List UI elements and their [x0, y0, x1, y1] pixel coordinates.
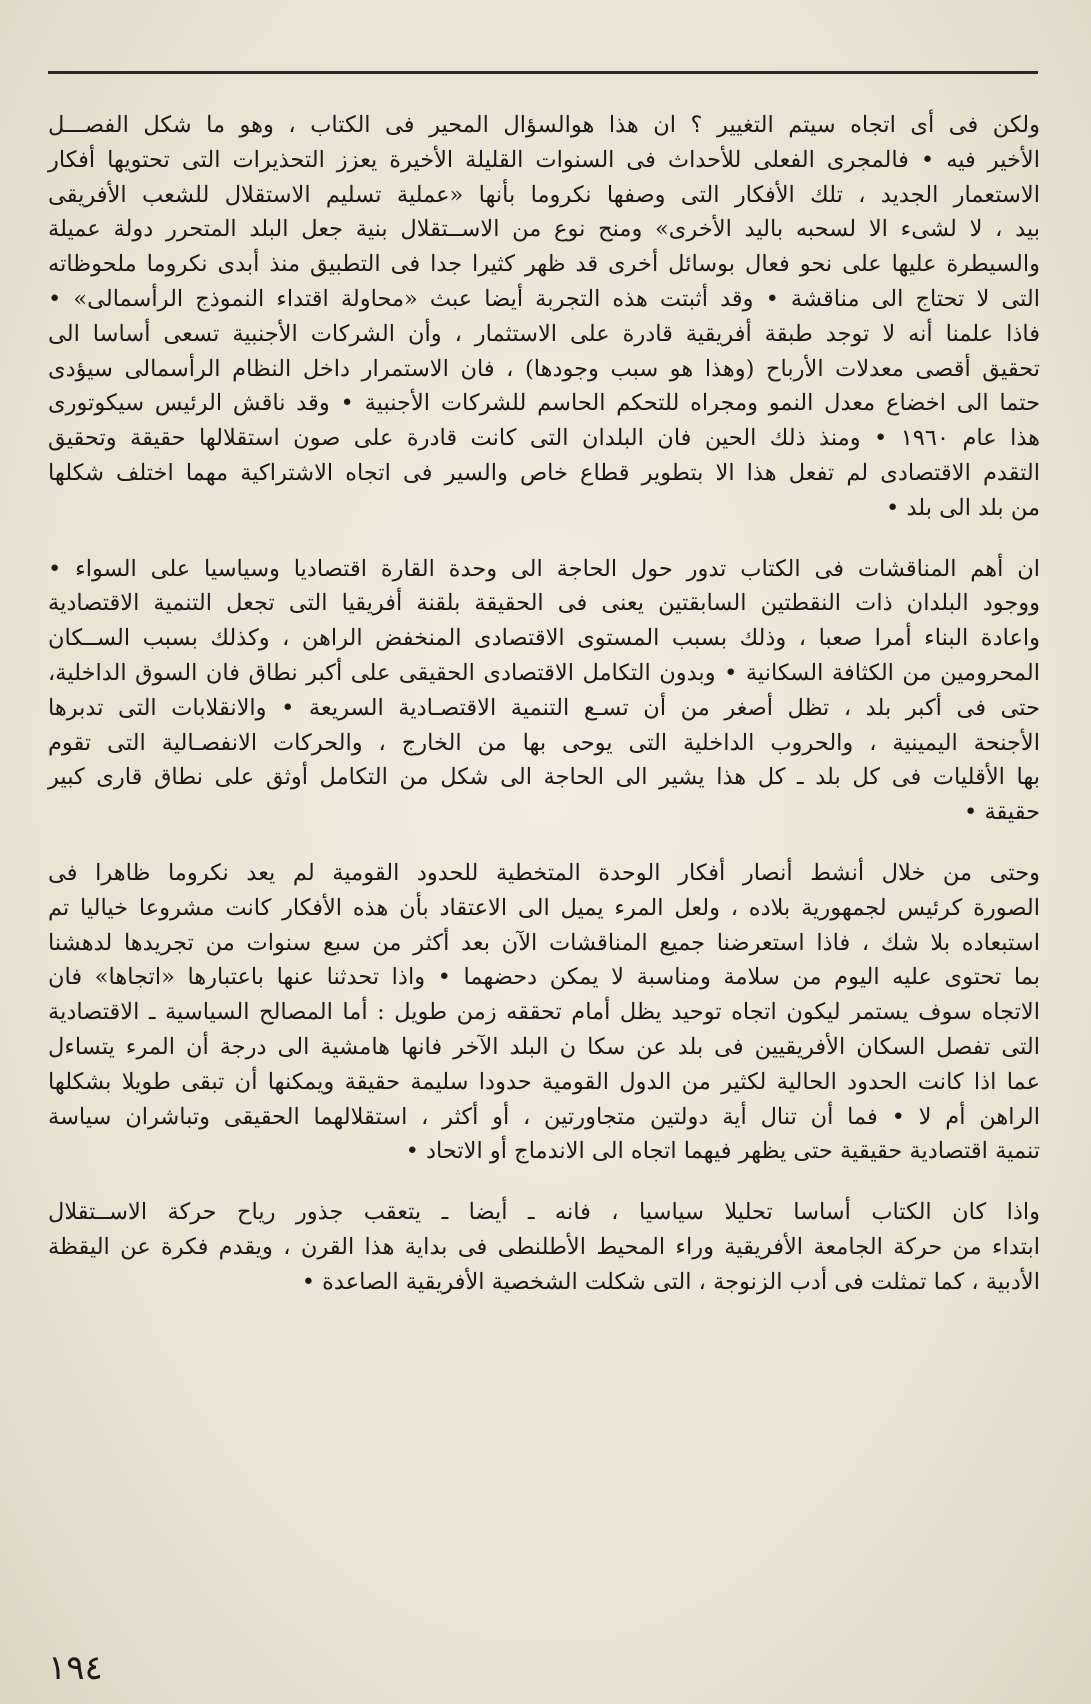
text-line: استبعاده بلا شك ، فاذا استعرضنا جميع المناقشات الآن بعد أكثر من سبع سنوات من تجريدها لدهشنا [48, 929, 1040, 956]
text-line: المحرومين من الكثافة السكانية • وبدون التكامل الاقتصادى الحقيقى على أكبر نطاق فان السوق الداخلية، [48, 659, 1040, 686]
paragraph-4 [48, 1195, 1040, 1299]
text-line: بما تحتوى عليه اليوم من سلامة ومناسبة لا يمكن دحضهما • واذا تحدثنا عنها باعتبارها «اتجاها» فان [48, 964, 1040, 991]
text-line: الأدبية ، كما تمثلت فى أدب الزنوجة ، التى شكلت الشخصية الأفريقية الصاعدة • [301, 1268, 1040, 1295]
text-line: فاذا علمنا أنه لا توجد طبقة أفريقية قادرة على الاستثمار ، وأن الشركات الأجنبية تسعى أساسا الى [48, 320, 1040, 347]
page-number: ١٩٤ [48, 1648, 103, 1688]
text-line: ولكن فى أى اتجاه سيتم التغيير ؟ ان هذا هوالسؤال المحير فى الكتاب ، وهو ما شكل الفصـــل [48, 112, 1040, 138]
text-line: الصورة كرئيس لجمهورية بلاده ، ولعل المرء يميل الى الاعتقاد بأن هذه الأفكار كانت مشروعا خياليا تم [48, 894, 1040, 921]
text-line: ووجود البلدان ذات النقطتين السابقتين يعنى فى الحقيقة بلقنة أفريقيا التى تجعل التنمية الاقتصادية [48, 590, 1040, 617]
text-line: تحقيق أقصى معدلات الأرباح (وهذا هو سبب وجودها) ، فان الاستمرار داخل النظام الرأسمالى سيؤدى [48, 355, 1040, 382]
text-line: الراهن أم لا • فما أن تنال أية دولتين متجاورتين ، أو أكثر ، استقلالهما الحقيقى وتباشران سياسة [48, 1103, 1040, 1130]
paragraph-3 [48, 856, 1040, 1169]
text-line: التقدم الاقتصادى لم تفعل هذا الا بتطوير قطاع خاص والسير فى اتجاه الاشتراكية مهما اختلف شكلها [48, 459, 1040, 486]
text-line: التى لا تحتاج الى مناقشة • وقد أثبتت هذه التجربة أيضا عبث «محاولة اقتداء النموذج الرأسمالى» • [48, 285, 1040, 312]
text-line: تنمية اقتصادية حقيقية حتى يظهر فيهما اتجاه الى الاندماج أو الاتحاد • [405, 1138, 1040, 1165]
text-line: حتى فى أكبر بلد ، تظل أصغر من أن تسـع التنمية الاقتصـادية السريعة • والانقلابات التى تدبرها [48, 694, 1040, 721]
text-line: من بلد الى بلد • [886, 494, 1040, 521]
body-text [48, 108, 1040, 1326]
text-line: الاتجاه سوف يستمر ليكون اتجاه توحيد يظل أمام تحققه زمن طويل : أما المصالح السياسية ـ الاقتصادية [48, 999, 1040, 1026]
paragraph-1 [48, 108, 1040, 526]
text-line: حقيقة • [964, 799, 1040, 826]
text-line: التى تفصل السكان الأفريقيين فى بلد عن سكا ن البلد الآخر فانها هامشية الى درجة أن المرء يتساءل [48, 1033, 1040, 1060]
text-line: واذا كان الكتاب أساسا تحليلا سياسيا ، فانه ـ أيضا ـ يتعقب جذور رياح حركة الاســتقلال [48, 1199, 1040, 1226]
text-line: واعادة البناء أمرا صعبا ، وذلك بسبب المستوى الاقتصادى المنخفض الراهن ، وكذلك بسبب الســكان [48, 625, 1040, 652]
text-line: والسيطرة عليها على نحو فعال بوسائل أخرى قد ظهر كثيرا جدا فى التطبيق منذ أبدى نكروما ملحوظاته [48, 251, 1040, 278]
text-line: عما اذا كانت الحدود الحالية لكثير من الدول القومية حدودا سليمة حقيقة ويمكنها أن تبقى طويلا بشكلها [48, 1068, 1040, 1095]
text-line: ان أهم المناقشات فى الكتاب تدور حول الحاجة الى وحدة القارة اقتصاديا وسياسيا على السواء • [48, 555, 1040, 582]
text-line: بيد ، لا لشىء الا لسحبه باليد الأخرى» ومنح نوع من الاســتقلال بنية جعل البلد المتحرر دولة عميلة [48, 216, 1040, 243]
text-line: بها الأقليات فى كل بلد ـ كل هذا يشير الى الحاجة الى شكل من التكامل أوثق على نطاق قارى كبير [48, 764, 1040, 791]
paragraph-2 [48, 552, 1040, 830]
header-rule [48, 71, 1038, 74]
text-line: وحتى من خلال أنشط أنصار أفكار الوحدة المتخطية للحدود القومية لم يعد نكروما ظاهرا فى [48, 859, 1040, 886]
text-line: الاستعمار الجديد ، تلك الأفكار التى وصفها نكروما بأنها «عملية تسليم الاستقلال للشعب الأفريقى [48, 181, 1040, 208]
text-line: الأجنحة اليمينية ، والحروب الداخلية التى يوحى بها من الخارج ، والحركات الانفصـالية التى تقوم [48, 729, 1040, 756]
text-line: حتما الى اخضاع معدل النمو ومجراه للتحكم الحاسم للشركات الأجنبية • وقد ناقش الرئيس سيكوتورى [48, 390, 1040, 417]
text-line: ابتداء من حركة الجامعة الأفريقية وراء المحيط الأطلنطى فى بداية هذا القرن ، ويقدم فكرة عن اليقظة [48, 1233, 1040, 1260]
text-line: الأخير فيه • فالمجرى الفعلى للأحداث فى السنوات القليلة الأخيرة يعزز التحذيرات التى تحتويها أفكار [48, 146, 1040, 173]
text-line: هذا عام ١٩٦٠ • ومنذ ذلك الحين فان البلدان التى كانت قادرة على صون استقلالها حقيقة وتحقيق [48, 425, 1040, 452]
